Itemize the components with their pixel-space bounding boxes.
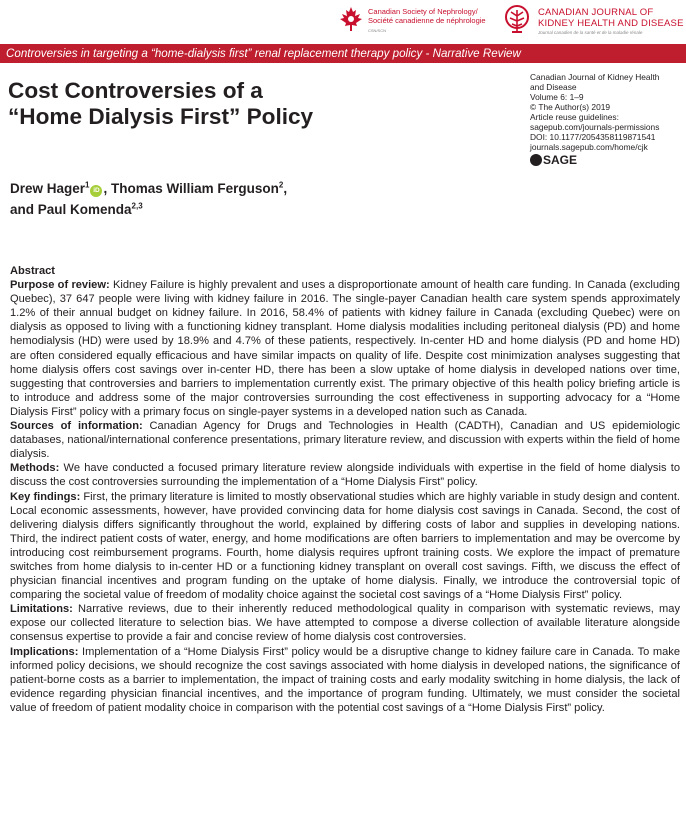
orcid-icon[interactable]: iD — [90, 185, 102, 197]
abstract-heading: Abstract — [10, 265, 56, 277]
author-affiliation: 2,3 — [131, 201, 143, 211]
section-text: We have conducted a focused primary literature review alongside individuals with expertise in the field of home dialysis to discuss the cost controversies surrounding the implementation of a “Home Dialysis First” policy. — [10, 462, 680, 489]
publisher-name: SAGE — [543, 153, 578, 167]
journal-name-line1: CANADIAN JOURNAL OF — [538, 7, 654, 18]
author-name: Thomas William Ferguson — [111, 181, 279, 196]
maple-leaf-icon — [338, 6, 364, 32]
society-name-fr: Société canadienne de néphrologie — [368, 16, 486, 25]
meta-copyright: © The Author(s) 2019 — [530, 102, 611, 112]
author-name: Paul Komenda — [37, 202, 132, 217]
section-label: Key findings: — [10, 490, 81, 503]
meta-journal-2: and Disease — [530, 82, 577, 92]
meta-site-link[interactable]: journals.sagepub.com/home/cjk — [530, 142, 648, 152]
society-name-en: Canadian Society of Nephrology/ — [368, 7, 478, 16]
author-line-1 — [10, 178, 510, 199]
journal-logo — [502, 4, 682, 40]
title-line-1: Cost Controversies of a — [8, 78, 263, 103]
section-label: Implications: — [10, 645, 79, 658]
author-separator: , — [103, 181, 111, 196]
publisher-logo — [530, 153, 684, 167]
meta-volume: Volume 6: 1–9 — [530, 92, 584, 102]
section-text: First, the primary literature is limited to mostly observational studies which are highly variable in study design and content. Local economic assessments, however, have provided convincing data for home dialysis cost savings in Canada. Second, the cost of delivering dialysis differs significantly throughout the world, explained by differing costs of labor and supplies in developing nations. Third, the indirect patient costs of water, energy, and home modifications are often barriers to implementation and may be overcome by introducing cost reimbursement programs. Fourth, home dialysis requires upfront training costs. We explore the impact of premature switches from home dialysis to in-center HD or a functioning kidney transplant on overall cost savings. Fifth, we discuss the effect of physician financial incentives and program funding on the uptake of home dialysis. Finally, we introduce the controversial topic of comparing the societal value of freedom of modality choice against the societal cost savings of a “Home Dialysis First” policy. — [10, 490, 681, 602]
header-logos — [336, 4, 682, 40]
author-conjunction: and — [10, 202, 38, 217]
meta-journal-1: Canadian Journal of Kidney Health — [530, 72, 660, 82]
abstract-section-purpose — [10, 278, 680, 419]
meta-doi-link[interactable]: DOI: 10.1177/2054358119871541 — [530, 132, 656, 142]
author-name: Drew Hager — [10, 181, 86, 196]
sage-mark-icon — [530, 154, 542, 166]
section-banner: Controversies in targeting a “home-dialysis first” renal replacement therapy policy - Narrative Review — [0, 44, 686, 63]
meta-reuse: Article reuse guidelines: — [530, 112, 619, 122]
section-text: Narrative reviews, due to their inherently reduced methodological quality in comparison with systematic reviews, may expose our collected literature to selection bias. We have attempted to compose a diverse collection of available literature alongside consensus expertise to provide a fair and concise review of home dialysis cost controversies. — [10, 603, 680, 644]
author-separator: , — [283, 181, 288, 196]
kidney-tree-icon — [502, 4, 532, 36]
author-affiliation: 2 — [278, 180, 284, 190]
author-list — [10, 178, 510, 220]
abstract — [10, 264, 680, 715]
article-title — [8, 78, 508, 130]
section-label: Purpose of review: — [10, 279, 110, 292]
society-abbrev: CSN/SCN — [368, 28, 387, 33]
section-label: Limitations: — [10, 603, 73, 616]
section-label: Methods: — [10, 462, 60, 475]
abstract-section-limitations — [10, 602, 680, 644]
article-metadata — [530, 72, 684, 167]
csn-logo — [336, 4, 501, 40]
section-text: Kidney Failure is highly prevalent and uses a disproportionate amount of health care funding. In Canada (excluding Quebec), 37 647 people were living with kidney failure in 2016. The single-payer Canadian health care system spends approximately 1.2% of their annual budget on kidney failure. In 2016, 58.4% of patients with kidney failure in Canada (excluding Quebec) were on dialysis as opposed to living with a functioning kidney transplant. Home dialysis modalities including peritoneal dialysis (PD) and home hemodialysis (HD) were used by 18.9% and 4.7% of these patients, respectively. In-center HD and home dialysis (PD and home HD) are often considered equally efficacious and have similar impacts on quality of life. Despite cost minimization analyses suggesting that home dialysis offers cost savings over in-center HD, there has been a slow uptake of home dialysis in developed nations over time, suggesting that controversies and barriers to implementation currently exist. The primary objective of this health policy briefing article is to introduce and address some of the major controversies surrounding the cost effectiveness in supporting advocacy for a “Home Dialysis First” policy with a primary focus on single-payer systems in a developed nation such as Canada. — [10, 279, 680, 418]
journal-name-line2: KIDNEY HEALTH AND DISEASE — [538, 18, 684, 29]
abstract-section-key-findings — [10, 490, 680, 603]
author-affiliation: 1 — [85, 180, 90, 190]
section-text: Implementation of a “Home Dialysis First” policy would be a disruptive change to kidney failure care in Canada. To make informed policy decisions, we should recognize the cost savings associated with home dialysis in developed nations, the significance of patient-borne costs as a barrier to implementation, the impact of training costs and early modality switching in home dialysis, the lack of evidence regarding physician financial incentives, and the importance of program funding. Ultimately, we must consider the societal value of freedom of patient modality choice in comparison with the potential cost savings of a “Home Dialysis First” policy. — [10, 645, 680, 714]
title-line-2: “Home Dialysis First” Policy — [8, 104, 314, 129]
abstract-section-implications — [10, 645, 680, 715]
section-label: Sources of information: — [10, 420, 143, 433]
abstract-section-sources — [10, 419, 680, 461]
abstract-section-methods — [10, 461, 680, 489]
section-text: Canadian Agency for Drugs and Technologies in Health (CADTH), Canadian and US epidemiologic databases, national/international conference presentations, primary literature review, and discussion with experts within the field of home dialysis. — [10, 420, 680, 461]
meta-permissions-link[interactable]: sagepub.com/journals-permissions — [530, 122, 660, 132]
author-line-2 — [10, 199, 510, 220]
journal-name-fr: Journal canadien de la santé et de la maladie rénale — [538, 30, 643, 35]
